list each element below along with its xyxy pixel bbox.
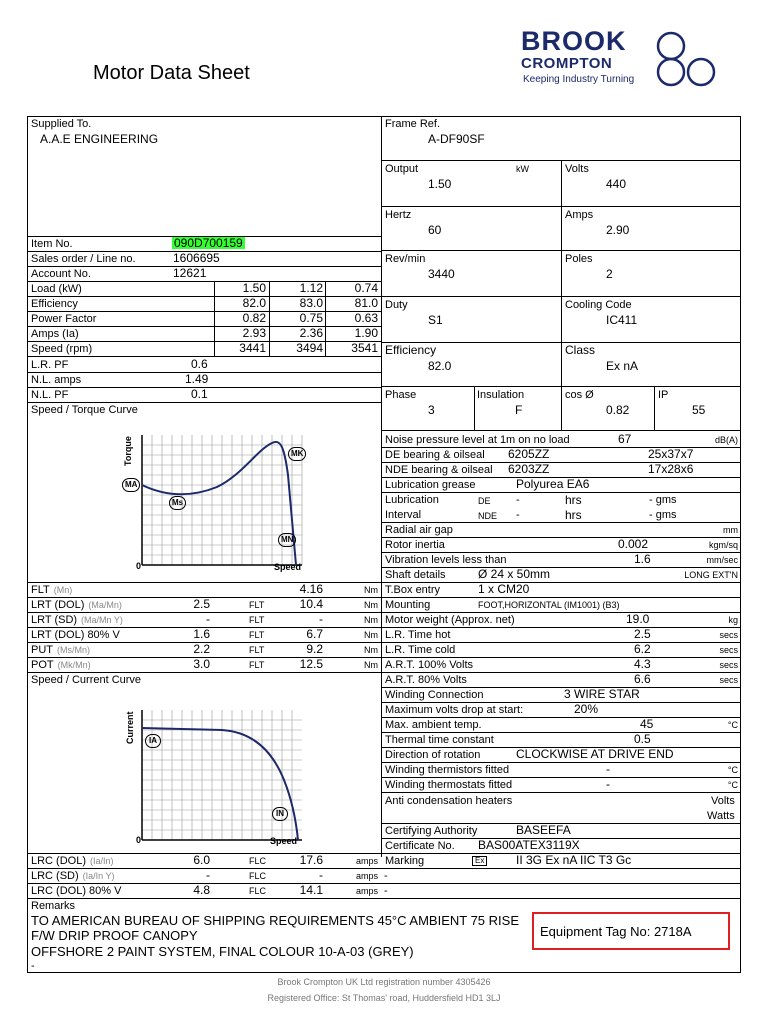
rule-horizontal [381,537,741,538]
current-row-note: (Ia/In) [90,856,114,866]
footer-line-2: Registered Office: St Thomas' road, Huddersfield HD1 3LJ [267,993,501,1003]
torque-row-value2: 10.4 [299,597,323,611]
rule-horizontal [381,582,741,583]
current-row-flc: FLC [249,871,267,881]
torque-row-value2: - [319,612,323,626]
rule-horizontal [381,732,741,733]
lubrication-nde: NDE [478,511,498,521]
detail-unit: secs [719,630,738,640]
anti-label: Anti condensation heaters [385,795,513,807]
load-row-value: 83.0 [299,296,323,310]
load-row-label: Speed (rpm) [31,343,93,355]
sales-order-label: Sales order / Line no. [31,253,136,265]
output-unit: kW [516,164,529,174]
remark-line-3: OFFSHORE 2 PAINT SYSTEM, FINAL COLOUR 10-A-03 (GREY) [31,944,414,959]
detail-value-2: 25x37x7 [648,447,694,461]
hertz-label: Hertz [385,209,412,221]
cooling-label: Cooling Code [565,299,632,311]
speed-torque-label: Speed / Torque Curve [31,404,138,416]
current-row-value2: - [319,868,323,882]
load-row-value: 3494 [296,341,323,355]
torque-ma-marker: MA [122,478,140,492]
rule-horizontal [381,612,741,613]
lubrication-dash2: - [516,509,520,521]
detail-value: 0.5 [634,732,651,746]
detail-value: 19.0 [626,612,650,626]
detail-label: L.R. Time cold [385,644,456,656]
rule-horizontal [381,717,741,718]
phase-label: Phase [385,389,417,401]
load-row-value: 81.0 [354,296,378,310]
rule-horizontal [27,311,381,312]
lubrication-hrs2: hrs [565,508,582,522]
output-label: Output [385,163,419,175]
rule-horizontal [381,657,741,658]
detail-unit: secs [719,660,738,670]
remarks-label: Remarks [31,900,76,912]
load-row-value: 2.36 [299,326,323,340]
detail-label: Shaft details [385,569,446,581]
sales-order-value: 1606695 [173,251,220,265]
detail-label: Noise pressure level at 1m on no load [385,434,570,446]
detail-unit: dB(A) [714,435,738,445]
torque-row-unit: Nm [364,630,378,640]
load-row-value: 0.74 [354,281,378,295]
detail-unit: °C [727,720,738,730]
current-zero-label: 0 [136,835,142,845]
torque-row-unit: Nm [364,660,378,670]
account-no-label: Account No. [31,268,91,280]
rule-horizontal [381,702,741,703]
torque-row-flt: FLT [249,615,265,625]
rule-horizontal [381,642,741,643]
torque-axis-label: Torque [123,436,133,466]
cert-dash2: - [384,885,388,897]
detail-value: 4.3 [634,657,651,671]
detail-label: A.R.T. 100% Volts [385,659,474,671]
detail-unit: mm/sec [706,555,738,565]
torque-row-value: 1.6 [193,627,210,641]
duty-value: S1 [428,313,443,327]
detail-value: Ø 24 x 50mm [478,567,551,581]
detail-value-2: 17x28x6 [648,462,694,476]
rule-horizontal [381,567,741,568]
rule-horizontal [27,341,381,342]
remark-line-4: - [31,960,35,972]
detail-label: Winding thermostats fitted [385,779,513,791]
detail-label: Rotor inertia [385,539,445,551]
torque-row-value2: 9.2 [306,642,323,656]
load-row-value: 1.12 [299,281,323,295]
detail-unit: LONG EXT'N [684,570,738,580]
current-row-label: LRC (DOL) [31,855,87,867]
frame-ref-label: Frame Ref. [385,118,441,130]
lubrication-dash1: - [516,494,520,506]
cert-auth-label: Certifying Authority [385,825,478,837]
insulation-value: F [515,403,523,417]
hertz-value: 60 [428,223,442,237]
torque-row-note: (Ma/Mn) [88,600,122,610]
volts-value: 440 [606,177,627,191]
detail-value: 2.5 [634,627,651,641]
speed-current-label: Speed / Current Curve [31,674,142,686]
torque-row-label: PUT [31,644,53,656]
detail-label: Winding thermistors fitted [385,764,510,776]
output-value: 1.50 [428,177,452,191]
rule-horizontal [381,687,741,688]
load-row-label: Load (kW) [31,283,82,295]
lubrication-gms1: - gms [649,494,677,506]
brand-rings-icon [653,28,723,88]
current-row-unit: amps [356,886,379,896]
brand-line2: CROMPTON [521,55,613,72]
current-row-flc: FLC [249,856,267,866]
torque-row-flt: FLT [249,660,265,670]
detail-value: Polyurea EA6 [516,477,590,491]
cert-no-label: Certificate No. [385,840,455,852]
detail-label: NDE bearing & oilseal [385,464,493,476]
torque-row-value2: 12.5 [299,657,323,671]
marking-value: II 3G Ex nA IIC T3 Gc [516,853,632,867]
detail-unit: kgm/sq [708,540,738,550]
marking-label: Marking [385,855,425,867]
torque-row-value: 2.5 [193,597,210,611]
rule-horizontal [381,762,741,763]
anti-watts: Watts [707,810,735,822]
torque-row-unit: Nm [364,645,378,655]
load-row-value: 0.63 [354,311,378,325]
lubrication-gms2: - gms [649,509,677,521]
rule-horizontal [381,552,741,553]
current-row-value: 6.0 [193,853,210,867]
detail-label: T.Box entry [385,584,441,596]
ip-value: 55 [692,403,706,417]
torque-row-note: (Ma/Mn Y) [81,615,123,625]
detail-label: Motor weight (Approx. net) [385,614,515,626]
torque-speed-label: Speed [274,562,302,572]
rule-horizontal [381,792,741,793]
current-ia-marker: IA [145,734,161,748]
lr-pf-label: L.R. PF [31,359,69,371]
torque-row-unit: Nm [364,600,378,610]
current-row-unit: amps [356,871,379,881]
load-row-label: Amps (Ia) [31,328,79,340]
load-row-value: 82.0 [242,296,266,310]
detail-value: 6.2 [634,642,651,656]
current-row-unit: amps [356,856,379,866]
detail-value: 0.002 [618,537,649,551]
footer-line-1: Brook Crompton UK Ltd registration number 4305426 [277,977,491,987]
torque-ms-marker: Ms [169,496,186,510]
torque-row-value: - [206,612,210,626]
detail-unit: °C [727,765,738,775]
torque-row-label: POT [31,659,54,671]
torque-mk-marker: MK [288,447,306,461]
torque-mn-marker: MN [278,533,296,547]
efficiency-value: 82.0 [428,359,452,373]
detail-unit: secs [719,645,738,655]
class-value: Ex nA [606,359,639,373]
current-row-flc: FLC [249,886,267,896]
detail-value: 6205ZZ [508,447,550,461]
phase-value: 3 [428,403,435,417]
class-label: Class [565,343,596,357]
poles-label: Poles [565,253,593,265]
item-no-label: Item No. [31,238,73,250]
torque-row-value2: 4.16 [299,582,323,596]
amps-value: 2.90 [606,223,630,237]
detail-value: 3 WIRE STAR [564,687,640,701]
detail-value: - [606,762,610,776]
nl-amps-value: 1.49 [185,372,209,386]
nl-pf-label: N.L. PF [31,389,69,401]
current-in-marker: IN [272,807,288,821]
load-row-value: 1.50 [242,281,266,295]
lubrication-de: DE [478,496,491,506]
frame-ref-value: A-DF90SF [428,132,485,146]
supplied-to-label: Supplied To. [31,118,92,130]
detail-unit: mm [723,525,738,535]
remark-line-1: TO AMERICAN BUREAU OF SHIPPING REQUIREMENTS 45°C AMBIENT 75 RISE [31,913,519,928]
remark-line-2: F/W DRIP PROOF CANOPY [31,928,198,943]
detail-label: Direction of rotation [385,749,481,761]
lubrication-label: Lubrication [385,494,439,506]
poles-value: 2 [606,267,613,281]
torque-row-flt: FLT [249,630,265,640]
nl-pf-value: 0.1 [191,387,208,401]
load-row-value: 0.82 [242,311,266,325]
lubrication-hrs1: hrs [565,493,582,507]
rule-horizontal [381,627,741,628]
current-row-label: LRC (SD) [31,870,79,882]
revmin-label: Rev/min [385,253,426,265]
rule-horizontal [27,326,381,327]
torque-row-note: (Mn) [53,585,73,595]
current-row-label: LRC (DOL) 80% V [31,885,122,897]
rule-vertical [214,281,215,356]
detail-value: 67 [618,432,632,446]
anti-volts: Volts [711,795,735,807]
lr-pf-value: 0.6 [191,357,208,371]
rule-horizontal [381,672,741,673]
load-row-label: Efficiency [31,298,78,310]
rule-vertical [269,281,270,356]
ex-icon: Ex [472,856,487,866]
detail-value: 6203ZZ [508,462,550,476]
current-axis-label: Current [125,711,135,744]
torque-row-flt: FLT [249,645,265,655]
interval-label: Interval [385,509,422,521]
rule-vertical [325,281,326,356]
equipment-tag-text: Equipment Tag No: 2718A [540,924,692,939]
load-row-value: 3441 [239,341,266,355]
detail-label: Max. ambient temp. [385,719,482,731]
torque-row-unit: Nm [364,615,378,625]
account-no-value: 12621 [173,266,207,280]
supplied-to-value: A.A.E ENGINEERING [40,132,159,146]
rule-horizontal [27,582,381,583]
detail-label: Mounting [385,599,431,611]
detail-unit: °C [727,780,738,790]
brand-line1: BROOK [521,26,627,56]
cert-dash1: - [384,870,388,882]
torque-row-note: (Ms/Mn) [57,645,90,655]
detail-value: - [606,777,610,791]
load-row-value: 3541 [351,341,378,355]
detail-value: 20% [574,702,599,716]
rule-horizontal [27,672,381,673]
insulation-label: Insulation [477,389,525,401]
detail-value: 45 [640,717,654,731]
torque-row-note: (Mk/Mn) [57,660,91,670]
current-row-value2: 17.6 [299,853,323,867]
torque-row-flt: FLT [249,600,265,610]
volts-label: Volts [565,163,589,175]
detail-label: Vibration levels less than [385,554,507,566]
detail-unit: secs [719,675,738,685]
torque-row-label: FLT [31,584,50,596]
torque-row-value: 2.2 [193,642,210,656]
load-row-value: 0.75 [299,311,323,325]
cert-no-value: BAS00ATEX3119X [478,838,580,852]
revmin-value: 3440 [428,267,455,281]
rule-horizontal [27,296,381,297]
ip-label: IP [658,389,669,401]
torque-row-label: LRT (DOL) [31,599,85,611]
torque-zero-label: 0 [136,561,142,571]
item-no-value: 090D700159 [174,236,243,250]
detail-unit: kg [728,615,738,625]
brand-logo [515,22,725,94]
load-row-label: Power Factor [31,313,97,325]
detail-label: Maximum volts drop at start: [385,704,524,716]
detail-value: 1.6 [634,552,651,566]
load-row-value: 2.93 [242,326,266,340]
speed-current-chart [112,700,322,850]
cos-value: 0.82 [606,403,630,417]
load-row-value: 1.90 [354,326,378,340]
torque-row-value: 3.0 [193,657,210,671]
torque-row-value2: 6.7 [306,627,323,641]
detail-value: 1 x CM20 [478,582,530,596]
rule-horizontal [381,597,741,598]
current-row-value: - [206,868,210,882]
cos-label: cos Ø [565,389,594,401]
detail-value: FOOT,HORIZONTAL (IM1001) (B3) [478,600,620,610]
rule-horizontal [381,777,741,778]
current-row-note: (Ia/In Y) [82,871,115,881]
detail-label: L.R. Time hot [385,629,451,641]
detail-label: A.R.T. 80% Volts [385,674,467,686]
cooling-value: IC411 [606,313,638,327]
current-row-value2: 14.1 [299,883,323,897]
detail-value: 6.6 [634,672,651,686]
torque-row-unit: Nm [364,585,378,595]
detail-label: Lubrication grease [385,479,476,491]
detail-label: Thermal time constant [385,734,494,746]
duty-label: Duty [385,299,408,311]
nl-amps-label: N.L. amps [31,374,82,386]
current-speed-label: Speed [270,836,298,846]
torque-row-label: LRT (DOL) 80% V [31,629,120,641]
page-title: Motor Data Sheet [93,62,250,84]
detail-label: DE bearing & oilseal [385,449,485,461]
torque-row-label: LRT (SD) [31,614,78,626]
detail-value: CLOCKWISE AT DRIVE END [516,747,674,761]
brand-tagline: Keeping Industry Turning [523,74,635,85]
detail-label: Radial air gap [385,524,453,536]
detail-label: Winding Connection [385,689,484,701]
cert-auth-value: BASEEFA [516,823,571,837]
current-row-value: 4.8 [193,883,210,897]
efficiency-label: Efficiency [385,343,437,357]
amps-label: Amps [565,209,594,221]
